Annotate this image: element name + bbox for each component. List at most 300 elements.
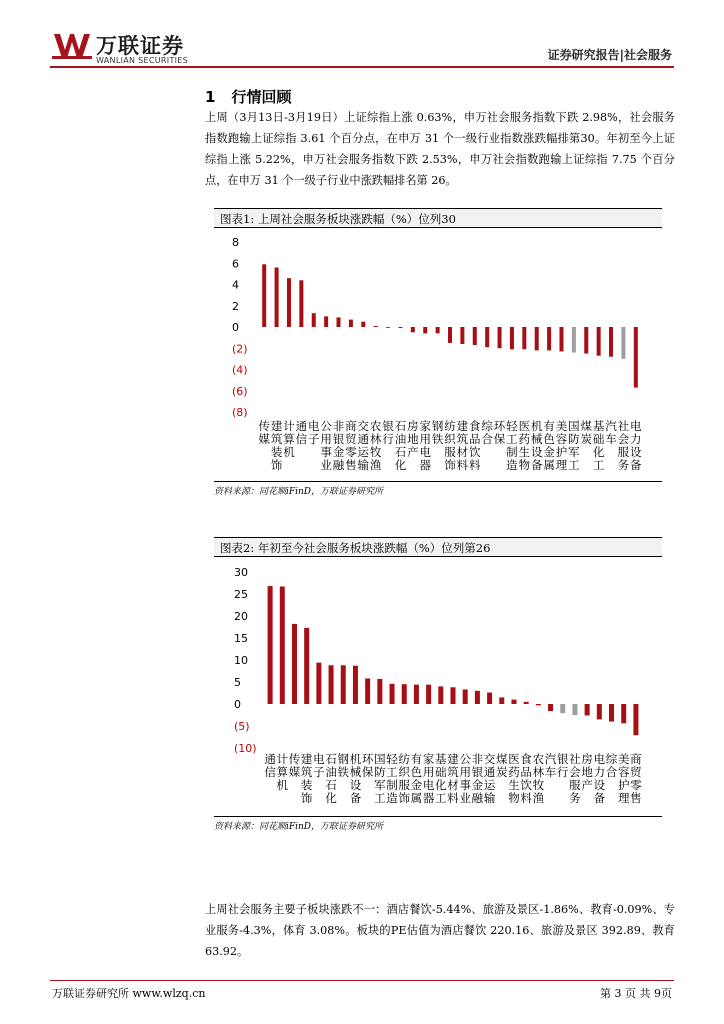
category-label: 石 [394, 419, 407, 433]
category-label: 社 [569, 752, 581, 766]
bar [448, 327, 452, 343]
category-label: 品 [469, 432, 481, 446]
category-label: 服 [398, 778, 410, 792]
category-label: 织 [444, 432, 456, 446]
bar [438, 686, 443, 704]
category-label: 石 [394, 445, 407, 459]
y-tick-label: 6 [232, 257, 239, 271]
bar [377, 679, 382, 704]
category-label: 食 [469, 419, 481, 433]
bar [498, 327, 502, 348]
category-label: 物 [508, 791, 520, 805]
bar [547, 327, 551, 350]
category-label: 农 [532, 752, 545, 766]
category-label: 输 [357, 458, 370, 472]
figure2-source: 资料来源：同花顺iFinD，万联证券研究所 [214, 816, 662, 832]
category-label: 务 [617, 458, 630, 472]
category-label: 保 [493, 432, 506, 446]
bar [386, 327, 390, 328]
category-label: 护 [555, 445, 568, 459]
category-label: 设 [593, 778, 606, 792]
category-label: 行 [382, 432, 394, 446]
category-label: 料 [456, 458, 469, 472]
category-label: 计 [276, 752, 289, 766]
category-label: 合 [481, 432, 493, 446]
bar [634, 327, 638, 388]
category-label: 备 [530, 458, 543, 472]
category-label: 服 [617, 445, 630, 459]
bar [511, 700, 516, 704]
category-label: 造 [386, 791, 398, 805]
category-label: 织 [398, 765, 410, 779]
category-label: 基 [435, 752, 447, 766]
bar [316, 663, 321, 704]
category-label: 材 [447, 778, 459, 792]
category-label: 融 [471, 791, 484, 805]
bar [268, 586, 273, 704]
category-label: 非 [332, 419, 345, 433]
category-label: 售 [345, 458, 357, 472]
category-label: 备 [593, 791, 606, 805]
bar [329, 665, 334, 704]
category-label: 筑 [456, 432, 469, 446]
category-label: 事 [320, 445, 332, 459]
category-label: 用 [459, 765, 471, 779]
category-label: 信 [264, 765, 276, 779]
category-label: 工 [506, 432, 518, 446]
category-label: 用 [422, 765, 435, 779]
y-tick-label: (5) [234, 720, 250, 733]
category-label: 银 [556, 752, 569, 766]
category-label: 车 [605, 432, 617, 446]
category-label: 美 [555, 419, 568, 433]
category-label: 炭 [496, 765, 508, 779]
category-label: 料 [469, 458, 481, 472]
logo-name-en: WANLIAN SECURITIES [96, 56, 189, 65]
category-label: 军 [568, 445, 580, 459]
category-label: 媒 [288, 765, 301, 779]
category-label: 信 [295, 432, 308, 446]
category-label: 美 [617, 752, 630, 766]
footer-divider [50, 980, 674, 981]
category-label: 运 [483, 778, 496, 792]
bar [536, 704, 541, 705]
category-label: 饰 [300, 791, 313, 805]
header-divider [50, 66, 674, 68]
category-label: 钢 [337, 752, 350, 766]
category-label: 银 [471, 765, 484, 779]
category-label: 机 [349, 752, 362, 766]
category-label: 汽 [544, 752, 557, 766]
bar [299, 280, 303, 327]
category-label: 用 [320, 432, 332, 446]
category-label: 物 [518, 458, 531, 472]
category-label: 房 [407, 419, 419, 433]
subsector-paragraph: 上周社会服务主要子板块涨跌不一：酒店餐饮-5.44%、旅游及景区-1.86%、教育-0.09%、专业服务-4.3%，体育 3.08%。板块的PE估值为酒店餐饮 220.16、旅游及景区 392.89、教育 63.92。 [205, 903, 675, 958]
bar [312, 313, 316, 327]
category-label: 交 [483, 752, 496, 766]
bar [597, 704, 602, 719]
category-label: 社 [617, 419, 630, 433]
bar [280, 587, 285, 704]
y-tick-label: 2 [232, 299, 239, 313]
category-label: 理 [555, 458, 568, 472]
bar [475, 691, 480, 704]
bar [487, 693, 492, 704]
bar [324, 316, 328, 327]
bar [353, 666, 358, 704]
category-label: 算 [276, 765, 289, 779]
category-label: 食 [520, 752, 532, 766]
section-number: 1 [205, 88, 216, 106]
category-label: 属 [410, 791, 423, 805]
category-label: 药 [508, 765, 520, 779]
bar [287, 278, 291, 327]
category-label: 融 [332, 458, 345, 472]
category-label: 林 [369, 432, 382, 446]
category-label: 化 [435, 778, 447, 792]
category-label: 工 [592, 458, 605, 472]
category-label: 会 [569, 765, 581, 779]
category-label: 国 [374, 752, 386, 766]
category-label: 售 [630, 791, 642, 805]
category-label: 油 [325, 765, 337, 779]
category-label: 饮 [520, 778, 532, 792]
category-label: 车 [544, 765, 557, 779]
y-tick-label: 8 [232, 236, 239, 249]
category-label: 服 [444, 445, 456, 459]
category-label: 综 [605, 752, 618, 766]
bar [633, 704, 638, 735]
y-tick-label: 0 [234, 698, 241, 711]
bar [621, 704, 626, 723]
category-label: 护 [617, 778, 630, 792]
category-label: 煤 [496, 752, 508, 766]
category-label: 务 [569, 791, 581, 805]
category-label: 商 [345, 419, 357, 433]
y-tick-label: 5 [234, 676, 241, 689]
bar [349, 320, 353, 327]
category-label: 钢 [431, 419, 444, 433]
bar [609, 327, 613, 357]
category-label: 业 [459, 791, 471, 805]
y-tick-label: 10 [234, 654, 248, 667]
category-label: 工 [386, 765, 398, 779]
category-label: 建 [456, 419, 469, 433]
bar [390, 684, 395, 704]
category-label: 金 [332, 445, 345, 459]
bar [304, 628, 309, 704]
category-label: 用 [419, 432, 431, 446]
category-label: 品 [520, 765, 532, 779]
category-label: 电 [313, 752, 325, 766]
category-label: 渔 [369, 458, 382, 472]
category-label: 金 [471, 778, 484, 792]
report-type: 证券研究报告|社会服务 [547, 48, 672, 62]
bar [473, 327, 477, 345]
category-label: 化 [394, 458, 407, 472]
bar [559, 327, 563, 351]
category-label: 合 [605, 765, 618, 779]
category-label: 林 [532, 765, 545, 779]
y-tick-label: (2) [232, 342, 248, 356]
category-label: 建 [300, 752, 313, 766]
category-label: 公 [320, 419, 332, 433]
bar [460, 327, 464, 344]
bar [510, 327, 514, 349]
category-label: 色 [543, 432, 555, 446]
category-label: 饰 [398, 791, 410, 805]
category-label: 电 [307, 419, 320, 433]
category-label: 地 [581, 765, 593, 779]
category-label: 有 [543, 419, 555, 433]
category-label: 属 [543, 458, 555, 472]
figure1-source: 资料来源：同花顺iFinD，万联证券研究所 [214, 481, 662, 497]
bar [374, 326, 378, 327]
category-label: 家 [422, 752, 435, 766]
bar [572, 327, 576, 353]
category-label: 通 [295, 419, 308, 433]
category-label: 家 [419, 419, 431, 433]
category-label: 防 [568, 432, 580, 446]
bar [426, 685, 431, 704]
category-label: 汽 [605, 419, 617, 433]
category-label: 装 [300, 778, 313, 792]
category-label: 机 [530, 419, 543, 433]
category-label: 设 [630, 445, 642, 459]
category-label: 材 [456, 445, 469, 459]
category-label: 环 [361, 752, 374, 766]
category-label: 农 [369, 419, 382, 433]
category-label: 医 [508, 752, 520, 766]
category-label: 造 [506, 458, 518, 472]
category-label: 银 [382, 419, 394, 433]
bar [411, 327, 415, 332]
bar [337, 317, 341, 327]
category-label: 电 [419, 445, 431, 459]
category-label: 房 [581, 752, 593, 766]
category-label: 工 [568, 458, 580, 472]
category-label: 牧 [532, 778, 545, 792]
category-label: 军 [374, 778, 386, 792]
category-label: 生 [518, 445, 531, 459]
category-label: 筑 [300, 765, 313, 779]
bar [463, 689, 468, 704]
y-tick-label: (10) [234, 742, 257, 755]
footer-source: 万联证券研究所 www.wlzq.cn [52, 987, 206, 1000]
category-label: 服 [569, 778, 581, 792]
category-label: 非 [471, 752, 484, 766]
category-label: 炭 [580, 432, 593, 446]
category-label: 事 [459, 778, 471, 792]
category-label: 电 [630, 419, 642, 433]
bar [535, 327, 539, 350]
category-label: 饮 [469, 445, 481, 459]
category-label: 产 [407, 445, 419, 459]
category-label: 纺 [444, 419, 456, 433]
category-label: 油 [394, 432, 407, 446]
category-label: 媒 [258, 432, 270, 446]
category-label: 制 [506, 445, 518, 459]
category-label: 装 [270, 445, 283, 459]
y-tick-label: 25 [234, 588, 248, 601]
category-label: 化 [592, 445, 605, 459]
category-label: 饰 [444, 458, 456, 472]
category-label: 通 [264, 752, 276, 766]
bar [402, 684, 407, 704]
category-label: 基 [592, 419, 605, 433]
category-label: 零 [345, 445, 357, 459]
category-label: 有 [410, 752, 423, 766]
category-label: 机 [283, 445, 295, 459]
category-label: 设 [349, 778, 362, 792]
category-label: 环 [493, 419, 506, 433]
category-label: 饰 [270, 458, 283, 472]
category-label: 防 [374, 765, 386, 779]
category-label: 算 [283, 432, 295, 446]
category-label: 制 [386, 778, 398, 792]
category-label: 料 [520, 791, 532, 805]
category-label: 国 [568, 419, 580, 433]
category-label: 工 [374, 791, 386, 805]
category-label: 容 [617, 765, 630, 779]
category-label: 煤 [580, 419, 593, 433]
category-label: 行 [556, 765, 569, 779]
bar [522, 327, 526, 349]
category-label: 贸 [345, 432, 357, 446]
category-label: 传 [288, 752, 301, 766]
category-label: 金 [543, 445, 555, 459]
category-label: 械 [530, 432, 543, 446]
category-label: 会 [617, 432, 630, 446]
category-label: 容 [555, 432, 568, 446]
bar [398, 327, 402, 328]
category-label: 金 [410, 778, 423, 792]
category-label: 公 [459, 752, 471, 766]
category-label: 础 [592, 432, 605, 446]
section-heading [205, 86, 291, 107]
bar [423, 327, 427, 333]
y-tick-label: 20 [234, 610, 248, 623]
bar [524, 702, 529, 704]
bar [451, 687, 456, 704]
bar [365, 678, 370, 704]
weekly-industry-change-chart [214, 232, 662, 480]
category-label: 通 [357, 432, 370, 446]
bar [585, 704, 590, 715]
category-label: 商 [630, 752, 642, 766]
category-label: 子 [307, 432, 320, 446]
category-label: 运 [357, 445, 370, 459]
summary-paragraph: 上周（3月13日-3月19日）上证综指上涨 0.63%，申万社会服务指数下跌 2.98%，社会服务指数跑输上证综指 3.61 个百分点，在申万 31 个一级行业指数涨跌幅排第30。年初至今上证综指上涨 5.22%，申万社会服务指数下跌 2.53%，申万社会指数跑输上证综指 7.75 个百分点，在申万 31 个一级子行业中涨跌幅排名第 26。 [205, 111, 675, 187]
category-label: 贸 [630, 765, 642, 779]
category-label: 轻 [506, 419, 518, 433]
category-label: 筑 [270, 432, 283, 446]
category-label: 产 [581, 778, 593, 792]
figure2-title: 图表2: 年初至今社会服务板块涨跌幅（%）位列第26 [214, 537, 662, 557]
category-label: 药 [518, 432, 531, 446]
section-title: 行情回顾 [231, 88, 292, 106]
category-label: 筑 [447, 765, 459, 779]
y-tick-label: 30 [234, 566, 248, 579]
bar [548, 704, 553, 711]
category-label: 交 [357, 419, 370, 433]
category-label: 础 [435, 765, 447, 779]
category-label: 化 [325, 791, 337, 805]
category-label: 输 [483, 791, 496, 805]
y-tick-label: (4) [232, 363, 248, 377]
category-label: 零 [630, 778, 642, 792]
category-label: 力 [630, 432, 642, 446]
category-label: 建 [447, 752, 459, 766]
bar [485, 327, 489, 347]
category-label: 渔 [532, 791, 545, 805]
category-label: 备 [630, 458, 642, 472]
bar [262, 264, 266, 327]
bar [275, 268, 279, 328]
category-label: 地 [407, 432, 419, 446]
page-number: 第 3 页 共 9页 [600, 987, 672, 1000]
category-label: 力 [593, 765, 606, 779]
category-label: 综 [481, 419, 493, 433]
category-label: 备 [349, 791, 362, 805]
bar [621, 327, 625, 359]
bar [499, 697, 504, 704]
category-label: 计 [283, 419, 295, 433]
bar [414, 685, 419, 704]
bar [292, 624, 297, 704]
bar [609, 704, 614, 722]
bar [436, 327, 440, 333]
figure1-title: 图表1: 上周社会服务板块涨跌幅（%）位列30 [214, 208, 662, 228]
category-label: 料 [447, 791, 459, 805]
y-tick-label: 0 [232, 321, 239, 334]
bar [341, 665, 346, 704]
category-label: 石 [325, 752, 337, 766]
bar [584, 327, 588, 354]
category-label: 生 [508, 778, 520, 792]
bar [597, 327, 601, 356]
category-label: 设 [530, 445, 543, 459]
category-label: 建 [270, 419, 283, 433]
category-label: 石 [325, 778, 337, 792]
category-label: 电 [422, 778, 435, 792]
category-label: 理 [617, 791, 630, 805]
bar [361, 322, 365, 327]
y-tick-label: (8) [232, 406, 248, 419]
category-label: 医 [518, 419, 531, 433]
category-label: 传 [258, 419, 270, 433]
bar [572, 704, 577, 715]
category-label: 通 [483, 765, 496, 779]
category-label: 工 [435, 791, 447, 805]
y-tick-label: 15 [234, 632, 248, 645]
y-tick-label: (6) [232, 384, 248, 398]
category-label: 保 [361, 765, 374, 779]
category-label: 铁 [431, 432, 444, 446]
category-label: 子 [313, 765, 325, 779]
category-label: 械 [349, 765, 362, 779]
category-label: 牧 [369, 445, 382, 459]
category-label: 轻 [386, 752, 398, 766]
category-label: 色 [410, 765, 423, 779]
y-tick-label: 4 [232, 278, 239, 292]
category-label: 业 [320, 458, 332, 472]
category-label: 铁 [337, 765, 350, 779]
category-label: 器 [419, 458, 431, 472]
category-label: 机 [276, 778, 289, 792]
category-label: 电 [593, 752, 606, 766]
